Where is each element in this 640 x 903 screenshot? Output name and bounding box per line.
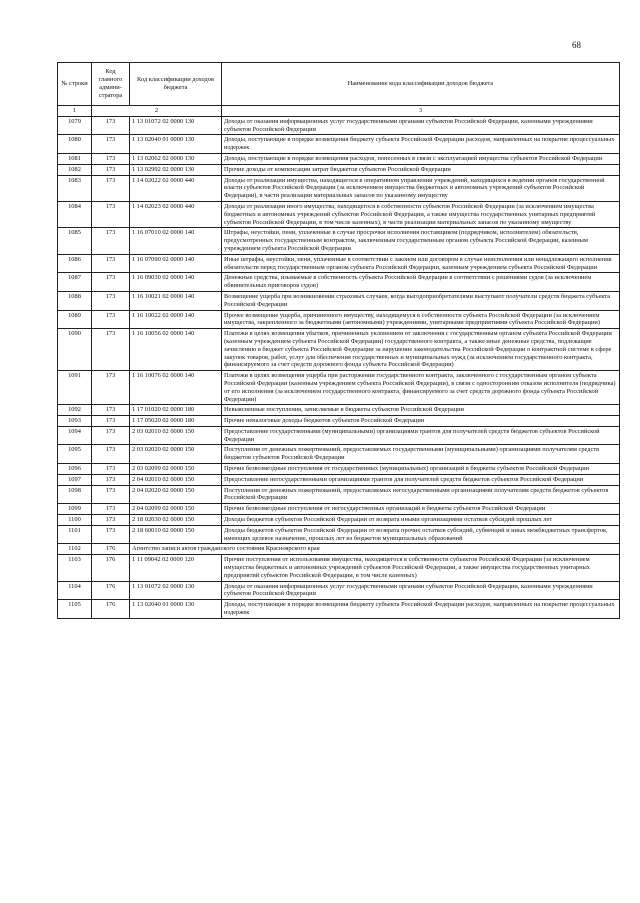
table-row [58,405,620,416]
admin-code-cell: 173 [92,329,130,371]
column-number-2: 2 [92,106,222,117]
admin-code-cell: 176 [92,544,130,555]
table-row [58,254,620,273]
table-row [58,426,620,445]
table-row [58,291,620,310]
row-number-cell: 1102 [58,544,92,555]
classification-code-cell: 2 04 02020 02 0000 150 [130,485,222,504]
table-row [58,474,620,485]
row-number-cell: 1099 [58,504,92,515]
row-number-cell: 1096 [58,464,92,475]
classification-name-cell: Невыясненные поступления, зачисляемые в бюджеты субъектов Российской Федерации [222,405,620,416]
admin-code-cell: 173 [92,201,130,227]
admin-code-cell: 173 [92,371,130,405]
row-number-cell: 1097 [58,474,92,485]
table-row [58,153,620,164]
admin-code-cell: 173 [92,175,130,201]
administrator-title-cell: Агентство записи актов гражданского состояния Красноярского края [130,544,620,555]
table-row [58,445,620,464]
table-row [58,135,620,154]
classification-code-cell: 1 16 10076 02 0000 140 [130,371,222,405]
row-number-cell: 1094 [58,426,92,445]
classification-code-cell: 1 13 02062 02 0000 130 [130,153,222,164]
classification-name-cell: Предоставление государственными (муниципальными) организациями грантов для получателей средств бюджетов субъектов Российской Федерации [222,426,620,445]
row-number-cell: 1080 [58,135,92,154]
row-number-cell: 1088 [58,291,92,310]
row-number-cell: 1081 [58,153,92,164]
table-row [58,310,620,329]
row-number-cell: 1085 [58,228,92,254]
classification-code-cell: 1 16 07010 02 0000 140 [130,228,222,254]
classification-code-cell: 2 03 02010 02 0000 150 [130,426,222,445]
row-number-cell: 1092 [58,405,92,416]
table-row [58,175,620,201]
header-row-number: № строки [58,63,92,106]
table-row [58,164,620,175]
classification-code-cell: 1 16 09030 02 0000 140 [130,273,222,292]
table-row [58,329,620,371]
classification-name-cell: Штрафы, неустойки, пени, уплаченные в случае просрочки исполнения поставщиком (подрядчиком, исполнителем) обязательств, предусмотренных государственным контрактом, заключенным государственным органом субъекта Российской Федерации, казенным учреждением субъекта Российской Федерации [222,228,620,254]
classification-code-cell: 2 04 02099 02 0000 150 [130,504,222,515]
classification-name-cell: Поступления от денежных пожертвований, предоставляемых государственными (муниципальными) организациями получателям средств бюджетов субъектов Российской Федерации [222,445,620,464]
admin-code-cell: 173 [92,273,130,292]
admin-code-cell: 176 [92,555,130,581]
classification-code-cell: 2 03 02020 02 0000 150 [130,445,222,464]
classification-name-cell: Прочие поступления от использования имущества, находящегося в собственности субъектов Российской Федерации (за исключением имущества бюджетных и автономных учреждений субъектов Российской Федерации, а также имущества государственных унитарных предприятий субъектов Российской Федерации, в том числе казенных) [222,555,620,581]
classification-code-cell: 1 14 02023 02 0000 440 [130,201,222,227]
classification-name-cell: Доходы от реализации иного имущества, находящегося в собственности субъектов Российской Федерации (за исключением имущества бюджетных и автономных учреждений субъектов Российской Федерации, а также имущества государственных унитарных предприятий субъектов Российской Федерации, в том числе казенных), в части реализации материальных запасов по указанному имуществу [222,201,620,227]
table-row [58,416,620,427]
classification-code-cell: 2 18 60010 02 0000 150 [130,525,222,544]
classification-name-cell: Доходы, поступающие в порядке возмещения бюджету субъекта Российской Федерации расходов, направленных на покрытие процессуальных издержек [222,600,620,619]
row-number-cell: 1093 [58,416,92,427]
row-number-cell: 1105 [58,600,92,619]
classification-name-cell: Прочие неналоговые доходы бюджетов субъектов Российской Федерации [222,416,620,427]
admin-code-cell: 173 [92,310,130,329]
admin-code-cell: 173 [92,135,130,154]
classification-name-cell: Доходы от реализации имущества, находящегося в оперативном управлении учреждений, находящихся в ведении органов государственной власти субъектов Российской Федерации (за исключением имущества бюджетных и автономных учреждений субъектов Российской Федерации), в части реализации материальных запасов по указанному имуществу [222,175,620,201]
row-number-cell: 1087 [58,273,92,292]
row-number-cell: 1091 [58,371,92,405]
row-number-cell: 1098 [58,485,92,504]
row-number-cell: 1090 [58,329,92,371]
admin-code-cell: 173 [92,504,130,515]
admin-code-cell: 173 [92,116,130,135]
row-number-cell: 1082 [58,164,92,175]
table-row [58,228,620,254]
table-row [58,600,620,619]
classification-name-cell: Доходы, поступающие в порядке возмещения бюджету субъекта Российской Федерации расходов, направленных на покрытие процессуальных издержек [222,135,620,154]
table-row [58,485,620,504]
admin-code-cell: 173 [92,291,130,310]
page-number: 68 [572,40,581,50]
admin-code-cell: 173 [92,485,130,504]
classification-name-cell: Возмещение ущерба при возникновении страховых случаев, когда выгодоприобретателями выступают получатели средств бюджета субъекта Российской Федерации [222,291,620,310]
classification-name-cell: Доходы от оказания информационных услуг государственными органами субъектов Российской Федерации, казенными учреждениями субъектов Российской Федерации [222,116,620,135]
admin-code-cell: 176 [92,581,130,600]
admin-code-cell: 173 [92,515,130,526]
row-number-cell: 1104 [58,581,92,600]
admin-code-cell: 173 [92,426,130,445]
admin-code-cell: 173 [92,228,130,254]
classification-name-cell: Предоставление негосударственными организациями грантов для получателей средств бюджетов субъектов Российской Федерации [222,474,620,485]
table-row [58,273,620,292]
row-number-cell: 1089 [58,310,92,329]
table-body [58,116,620,618]
table-row [58,581,620,600]
classification-name-cell: Прочее возмещение ущерба, причиненного имуществу, находящемуся в собственности субъекта Российской Федерации (за исключением имущества, закрепленного за бюджетными (автономными) учреждениями, унитарными предприятиями субъекта Российской Федерации) [222,310,620,329]
classification-code-cell: 2 04 02010 02 0000 150 [130,474,222,485]
row-number-cell: 1083 [58,175,92,201]
classification-code-cell: 1 17 05020 02 0000 180 [130,416,222,427]
classification-name-cell: Прочие безвозмездные поступления от негосударственных организаций в бюджеты субъектов Российской Федерации [222,504,620,515]
classification-name-cell: Иные штрафы, неустойки, пени, уплаченные в соответствии с законом или договором в случае неисполнения или ненадлежащего исполнения обязательств перед государственным органом субъекта Российской Федерации, казенным учреждением субъекта Российской Федерации [222,254,620,273]
budget-classification-table [57,62,620,619]
admin-code-cell: 173 [92,254,130,273]
classification-name-cell: Доходы, поступающие в порядке возмещения расходов, понесенных в связи с эксплуатацией имущества субъектов Российской Федерации [222,153,620,164]
classification-name-cell: Платежи в целях возмещения ущерба при расторжении государственного контракта, заключенного с государственным органом субъекта Российской Федерации (казенным учреждением субъекта Российской Федерации), в связи с односторонним отказом исполнителя (подрядчика) от его исполнения (за исключением государственного контракта, финансируемого за счет средств дорожного фонда субъекта Российской Федерации) [222,371,620,405]
classification-code-cell: 1 16 10022 02 0000 140 [130,310,222,329]
classification-code-cell: 1 17 01020 02 0000 180 [130,405,222,416]
admin-code-cell: 173 [92,164,130,175]
header-classification-code: Код классификации доходов бюджета [130,63,222,106]
classification-code-cell: 1 11 09042 02 0000 120 [130,555,222,581]
admin-code-cell: 173 [92,464,130,475]
admin-code-cell: 173 [92,445,130,464]
table-row [58,116,620,135]
column-number-3: 3 [222,106,620,117]
classification-code-cell: 1 13 02992 02 0000 130 [130,164,222,175]
classification-code-cell: 1 13 01072 02 0000 130 [130,116,222,135]
classification-name-cell: Прочие доходы от компенсации затрат бюджетов субъектов Российской Федерации [222,164,620,175]
column-number-1: 1 [58,106,92,117]
row-number-cell: 1086 [58,254,92,273]
classification-name-cell: Прочие безвозмездные поступления от государственных (муниципальных) организаций в бюджеты субъектов Российской Федерации [222,464,620,475]
classification-code-cell: 1 13 01072 02 0000 130 [130,581,222,600]
classification-name-cell: Денежные средства, изымаемые в собственность субъекта Российской Федерации в соответствии с решениями судов (за исключением обвинительных приговоров судов) [222,273,620,292]
row-number-cell: 1095 [58,445,92,464]
table-row [58,555,620,581]
table-row [58,504,620,515]
table-row [58,515,620,526]
classification-code-cell: 1 14 02022 02 0000 440 [130,175,222,201]
table-row [58,525,620,544]
table-row [58,544,620,555]
table-row [58,464,620,475]
row-number-cell: 1103 [58,555,92,581]
classification-code-cell: 1 16 10056 02 0000 140 [130,329,222,371]
header-name: Наименование кода классификации доходов бюджета [222,63,620,106]
row-number-cell: 1079 [58,116,92,135]
admin-code-cell: 173 [92,474,130,485]
classification-code-cell: 1 13 02040 01 0000 130 [130,600,222,619]
classification-code-cell: 1 13 02040 01 0000 130 [130,135,222,154]
row-number-cell: 1101 [58,525,92,544]
admin-code-cell: 173 [92,416,130,427]
admin-code-cell: 176 [92,600,130,619]
row-number-cell: 1084 [58,201,92,227]
classification-code-cell: 2 03 02099 02 0000 150 [130,464,222,475]
table-row [58,371,620,405]
classification-name-cell: Доходы от оказания информационных услуг государственными органами субъектов Российской Федерации, казенными учреждениями субъектов Российской Федерации [222,581,620,600]
classification-code-cell: 2 18 02030 02 0000 150 [130,515,222,526]
classification-code-cell: 1 16 07090 02 0000 140 [130,254,222,273]
admin-code-cell: 173 [92,405,130,416]
classification-name-cell: Доходы бюджетов субъектов Российской Федерации от возврата иными организациями остатков субсидий прошлых лет [222,515,620,526]
classification-name-cell: Поступления от денежных пожертвований, предоставляемых негосударственными организациями получателям средств бюджетов субъектов Российской Федерации [222,485,620,504]
admin-code-cell: 173 [92,525,130,544]
table-row [58,201,620,227]
classification-code-cell: 1 16 10021 02 0000 140 [130,291,222,310]
admin-code-cell: 173 [92,153,130,164]
classification-name-cell: Доходы бюджетов субъектов Российской Федерации от возврата прочих остатков субсидий, субвенций и иных межбюджетных трансфертов, имеющих целевое назначение, прошлых лет из бюджетов муниципальных образований [222,525,620,544]
classification-name-cell: Платежи в целях возмещения убытков, причиненных уклонением от заключения с государственным органом субъекта Российской Федерации (казенным учреждением субъекта Российской Федерации) государственного контракта, а также иные денежные средства, подлежащие зачислению в бюджет субъекта Российской Федерации за нарушение законодательства Российской Федерации о контрактной системе в сфере закупок товаров, работ, услуг для обеспечения государственных и муниципальных нужд (за исключением государственного контракта, финансируемого за счет средств дорожного фонда субъекта Российской Федерации) [222,329,620,371]
row-number-cell: 1100 [58,515,92,526]
header-admin-code: Код главного админи-стратора [92,63,130,106]
